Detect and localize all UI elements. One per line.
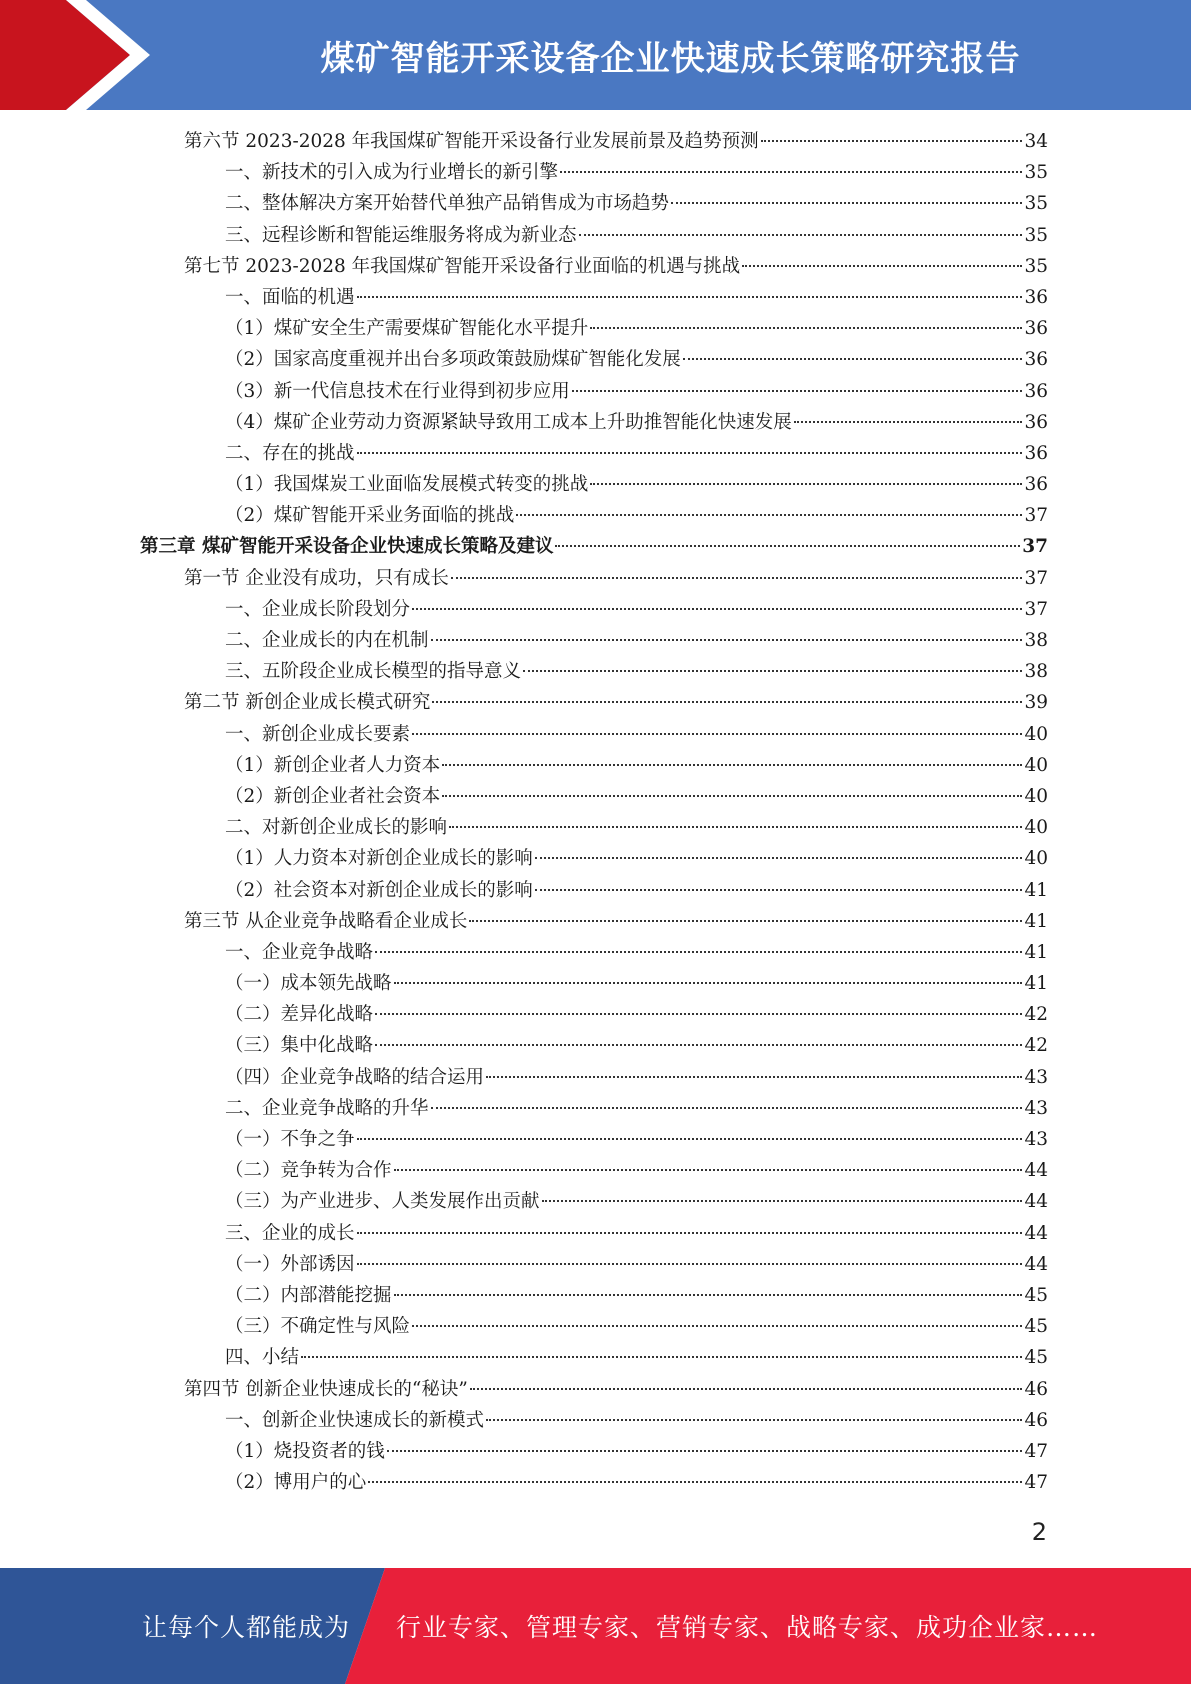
toc-entry[interactable]	[140, 999, 1048, 1030]
toc-dot-leader	[486, 1419, 1022, 1421]
toc-entry-label: 第七节 2023-2028 年我国煤矿智能开采设备行业面临的机遇与挑战	[184, 255, 741, 277]
toc-dot-leader	[555, 545, 1020, 547]
toc-entry-page: 38	[1024, 661, 1048, 683]
toc-entry[interactable]	[140, 875, 1048, 906]
toc-dot-leader	[412, 1325, 1022, 1327]
toc-entry-page: 41	[1024, 879, 1048, 901]
toc-entry-page: 40	[1024, 723, 1048, 745]
toc-dot-leader	[375, 1044, 1022, 1046]
toc-dot-leader	[535, 889, 1023, 891]
toc-entry-page: 37	[1024, 598, 1048, 620]
toc-entry-page: 34	[1024, 131, 1048, 152]
toc-entry-page: 36	[1024, 380, 1048, 402]
toc-entry[interactable]	[140, 1186, 1048, 1217]
toc-dot-leader	[683, 358, 1023, 360]
toc-entry-page: 39	[1024, 692, 1048, 714]
toc-entry-label: 一、企业竞争战略	[225, 941, 374, 963]
toc-dot-leader	[357, 1138, 1023, 1140]
toc-entry-label: 二、企业竞争战略的升华	[225, 1097, 429, 1119]
toc-dot-leader	[470, 1388, 1023, 1390]
toc-entry[interactable]	[140, 1280, 1048, 1311]
toc-entry[interactable]	[140, 1467, 1048, 1498]
toc-entry[interactable]	[140, 656, 1048, 687]
toc-entry-label: （二）竞争转为合作	[225, 1160, 392, 1182]
toc-entry[interactable]	[140, 563, 1048, 594]
toc-entry-page: 43	[1024, 1129, 1048, 1150]
toc-entry[interactable]	[140, 1342, 1048, 1373]
toc-dot-leader	[516, 514, 1022, 516]
toc-entry-label: 四、小结	[225, 1347, 300, 1369]
toc-entry[interactable]	[140, 188, 1048, 219]
toc-entry[interactable]	[140, 157, 1048, 188]
toc-dot-leader	[449, 826, 1022, 828]
toc-entry[interactable]	[140, 687, 1048, 718]
toc-entry[interactable]	[140, 625, 1048, 656]
toc-entry-page: 36	[1024, 474, 1048, 496]
toc-entry-page: 46	[1024, 1378, 1048, 1400]
toc-dot-leader	[357, 1263, 1023, 1265]
toc-entry-page: 41	[1024, 941, 1048, 963]
toc-dot-leader	[387, 1450, 1023, 1452]
toc-entry-page: 43	[1024, 1066, 1048, 1088]
toc-entry-label: 一、企业成长阶段划分	[225, 598, 411, 620]
toc-entry-page: 36	[1024, 411, 1048, 433]
toc-entry-page: 40	[1024, 754, 1048, 776]
toc-entry-page: 42	[1024, 1004, 1048, 1026]
toc-dot-leader	[412, 608, 1022, 610]
toc-entry[interactable]	[140, 1218, 1048, 1249]
toc-dot-leader	[542, 1200, 1023, 1202]
toc-entry[interactable]	[140, 1374, 1048, 1405]
page-footer	[0, 1568, 1191, 1684]
toc-entry-page: 42	[1024, 1035, 1048, 1057]
toc-dot-leader	[794, 421, 1023, 423]
toc-entry-label: （2）博用户的心	[225, 1472, 367, 1494]
toc-dot-leader	[432, 701, 1022, 703]
footer-slogan-right: 行业专家、管理专家、营销专家、战略专家、成功企业家……	[396, 1613, 1099, 1642]
toc-entry-label: 一、新技术的引入成为行业增长的新引擎	[225, 162, 559, 184]
toc-entry-page: 37	[1022, 536, 1048, 558]
toc-entry[interactable]	[140, 469, 1048, 500]
toc-entry-label: （二）差异化战略	[225, 1004, 374, 1026]
toc-entry[interactable]	[140, 968, 1048, 999]
toc-entry-page: 37	[1024, 505, 1048, 527]
toc-dot-leader	[761, 140, 1023, 142]
toc-entry-page: 45	[1024, 1316, 1048, 1338]
toc-dot-leader	[368, 1481, 1022, 1483]
toc-entry-page: 41	[1024, 910, 1048, 932]
table-of-contents	[140, 126, 1048, 1498]
toc-entry-label: （一）不争之争	[225, 1129, 355, 1150]
toc-dot-leader	[375, 951, 1022, 953]
toc-entry-label: 第六节 2023-2028 年我国煤矿智能开采设备行业发展前景及趋势预测	[184, 131, 759, 152]
toc-entry[interactable]	[140, 1311, 1048, 1342]
toc-entry-page: 40	[1024, 817, 1048, 839]
toc-entry-label: 二、整体解决方案开始替代单独产品销售成为市场趋势	[225, 193, 670, 215]
toc-entry-label: 三、五阶段企业成长模型的指导意义	[225, 661, 522, 683]
toc-dot-leader	[486, 1076, 1022, 1078]
toc-entry-label: （2）新创企业者社会资本	[225, 785, 441, 807]
toc-entry-label: （1）烧投资者的钱	[225, 1440, 385, 1462]
toc-entry-page: 37	[1024, 567, 1048, 589]
toc-entry-label: 三、远程诊断和智能运维服务将成为新业态	[225, 224, 577, 246]
toc-entry-page: 47	[1024, 1472, 1048, 1494]
toc-entry-label: 一、创新企业快速成长的新模式	[225, 1409, 485, 1431]
toc-entry[interactable]	[140, 1155, 1048, 1186]
toc-entry[interactable]	[140, 1062, 1048, 1093]
toc-entry[interactable]	[140, 750, 1048, 781]
toc-entry-label: （4）煤矿企业劳动力资源紧缺导致用工成本上升助推智能化快速发展	[225, 411, 792, 433]
toc-entry[interactable]	[140, 313, 1048, 344]
toc-dot-leader	[579, 234, 1023, 236]
toc-entry-page: 47	[1024, 1440, 1048, 1462]
toc-dot-leader	[394, 1294, 1023, 1296]
toc-dot-leader	[431, 639, 1023, 641]
toc-entry-label: （1）新创企业者人力资本	[225, 754, 441, 776]
toc-entry-label: （2）煤矿智能开采业务面临的挑战	[225, 505, 515, 527]
toc-dot-leader	[469, 920, 1022, 922]
toc-dot-leader	[442, 795, 1022, 797]
toc-entry[interactable]	[140, 438, 1048, 469]
toc-dot-leader	[301, 1356, 1022, 1358]
toc-entry-page: 44	[1024, 1191, 1048, 1213]
toc-dot-leader	[560, 171, 1022, 173]
toc-entry-page: 43	[1024, 1097, 1048, 1119]
toc-entry-page: 38	[1024, 630, 1048, 651]
toc-entry-page: 35	[1024, 193, 1048, 215]
toc-entry[interactable]	[140, 220, 1048, 251]
toc-entry[interactable]	[140, 781, 1048, 812]
toc-dot-leader	[671, 202, 1022, 204]
toc-dot-leader	[375, 1013, 1022, 1015]
toc-entry-label: 二、对新创企业成长的影响	[225, 817, 448, 839]
toc-entry-label: （三）集中化战略	[225, 1035, 374, 1057]
toc-entry[interactable]	[140, 1124, 1048, 1155]
toc-entry-page: 35	[1024, 162, 1048, 184]
toc-entry-page: 46	[1024, 1409, 1048, 1431]
toc-entry-label: （三）为产业进步、人类发展作出贡献	[225, 1191, 540, 1213]
toc-dot-leader	[394, 1169, 1023, 1171]
toc-dot-leader	[442, 764, 1022, 766]
toc-dot-leader	[357, 452, 1023, 454]
toc-dot-leader	[357, 1232, 1023, 1234]
toc-entry[interactable]	[140, 843, 1048, 874]
toc-dot-leader	[412, 733, 1022, 735]
toc-entry-label: 第三节 从企业竞争战略看企业成长	[184, 910, 468, 932]
toc-entry[interactable]	[140, 812, 1048, 843]
toc-entry[interactable]	[140, 1249, 1048, 1280]
toc-entry-label: 第一节 企业没有成功，只有成长	[184, 567, 449, 589]
toc-entry[interactable]	[140, 1405, 1048, 1436]
toc-entry-label: （1）煤矿安全生产需要煤矿智能化水平提升	[225, 318, 589, 340]
toc-entry-label: （3）新一代信息技术在行业得到初步应用	[225, 380, 570, 402]
toc-entry[interactable]	[140, 594, 1048, 625]
toc-entry[interactable]	[140, 906, 1048, 937]
toc-entry-page: 40	[1024, 848, 1048, 870]
toc-entry-label: （一）外部诱因	[225, 1253, 355, 1275]
toc-entry-label: （1）人力资本对新创企业成长的影响	[225, 848, 533, 870]
toc-entry-page: 36	[1024, 318, 1048, 340]
page-number: 2	[1031, 1518, 1047, 1546]
toc-entry-label: 二、企业成长的内在机制	[225, 630, 429, 651]
toc-dot-leader	[572, 390, 1023, 392]
toc-dot-leader	[431, 1107, 1023, 1109]
toc-entry[interactable]	[140, 282, 1048, 313]
toc-dot-leader	[590, 483, 1022, 485]
toc-dot-leader	[523, 670, 1022, 672]
toc-entry-label: （二）内部潜能挖掘	[225, 1284, 392, 1306]
toc-entry-page: 35	[1024, 255, 1048, 277]
toc-entry-label: （三）不确定性与风险	[225, 1316, 411, 1338]
toc-entry[interactable]	[140, 531, 1048, 562]
toc-entry[interactable]	[140, 719, 1048, 750]
report-title: 煤矿智能开采设备企业快速成长策略研究报告	[320, 38, 1021, 79]
toc-entry-page: 44	[1024, 1160, 1048, 1182]
toc-entry-page: 45	[1024, 1347, 1048, 1369]
toc-entry-page: 45	[1024, 1284, 1048, 1306]
toc-entry[interactable]	[140, 1030, 1048, 1061]
toc-dot-leader	[742, 265, 1022, 267]
toc-entry-label: （四）企业竞争战略的结合运用	[225, 1066, 485, 1088]
toc-entry[interactable]	[140, 1093, 1048, 1124]
toc-entry-label: （2）社会资本对新创企业成长的影响	[225, 879, 533, 901]
toc-entry-page: 41	[1024, 973, 1048, 995]
toc-entry-label: （1）我国煤炭工业面临发展模式转变的挑战	[225, 474, 589, 496]
toc-entry[interactable]	[140, 376, 1048, 407]
toc-entry[interactable]	[140, 126, 1048, 157]
toc-dot-leader	[451, 577, 1023, 579]
toc-entry-page: 36	[1024, 286, 1048, 308]
page-header	[0, 0, 1191, 110]
toc-dot-leader	[535, 857, 1023, 859]
toc-entry[interactable]	[140, 937, 1048, 968]
toc-entry-label: 第四节 创新企业快速成长的“秘诀”	[184, 1378, 468, 1400]
toc-entry-label: （2）国家高度重视并出台多项政策鼓励煤矿智能化发展	[225, 349, 681, 371]
toc-entry-page: 36	[1024, 349, 1048, 371]
toc-entry[interactable]	[140, 500, 1048, 531]
toc-entry-label: 三、企业的成长	[225, 1222, 355, 1244]
toc-entry[interactable]	[140, 1436, 1048, 1467]
toc-entry[interactable]	[140, 344, 1048, 375]
toc-dot-leader	[590, 327, 1022, 329]
toc-entry-label: （一）成本领先战略	[225, 973, 392, 995]
toc-entry-label: 二、存在的挑战	[225, 442, 355, 464]
toc-dot-leader	[357, 296, 1023, 298]
toc-entry[interactable]	[140, 407, 1048, 438]
toc-entry-page: 36	[1024, 442, 1048, 464]
toc-entry-page: 44	[1024, 1253, 1048, 1275]
toc-entry-label: 一、新创企业成长要素	[225, 723, 411, 745]
toc-entry[interactable]	[140, 251, 1048, 282]
toc-entry-label: 第二节 新创企业成长模式研究	[184, 692, 431, 714]
toc-entry-page: 35	[1024, 224, 1048, 246]
toc-entry-label: 一、面临的机遇	[225, 286, 355, 308]
toc-entry-label: 第三章 煤矿智能开采设备企业快速成长策略及建议	[140, 536, 554, 558]
footer-slogan-left: 让每个人都能成为	[142, 1613, 351, 1642]
toc-entry-page: 40	[1024, 785, 1048, 807]
toc-dot-leader	[394, 982, 1023, 984]
toc-entry-page: 44	[1024, 1222, 1048, 1244]
